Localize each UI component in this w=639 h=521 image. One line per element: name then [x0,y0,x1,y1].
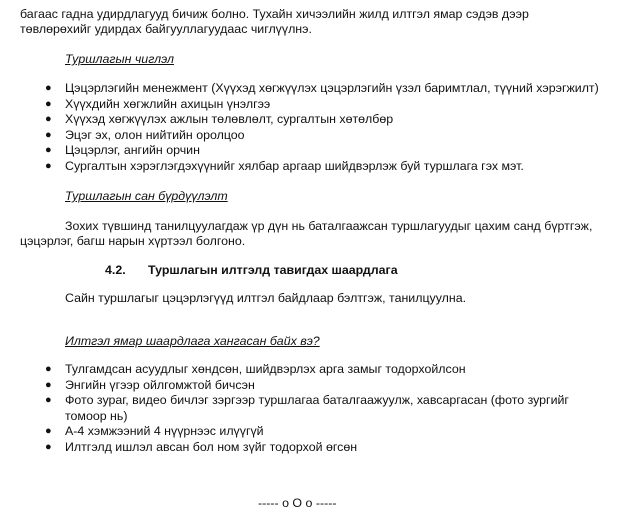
list-item [45,424,569,440]
list-item-text: Цэцэрлэгийн менежмент (Хүүхэд хөгжүүлэх цэцэрлэгийн үзэл баримтлал, түүний хэрэгжилт) [65,81,599,95]
intro-line-2: төвлөрөхийг удирдах байгууллагуудаас чиглүүлнэ. [20,22,312,36]
registry-heading: Туршлагын сан бүрдүүлэлт [65,189,228,203]
bullet-icon: ● [45,394,52,407]
bullet-icon: ● [45,82,52,94]
bullet-icon: ● [45,425,52,438]
goals-heading: Туршлагын чиглэл [65,52,174,66]
goals-list [45,81,599,175]
section-title: Туршлагын илтгэлд тавигдах шаардлага [148,263,398,277]
bullet-icon: ● [45,113,52,126]
list-item [45,440,569,456]
bullet-icon: ● [45,363,52,375]
registry-para-line-2: цэцэрлэг, багш нарын хүртээл болгоно. [20,234,246,248]
list-item [45,393,569,409]
list-item [45,378,569,394]
section-para: Сайн туршлагыг цэцэрлэгүүд илтгэл байдлаар бэлтгэж, танилцуулна. [65,291,467,305]
list-item-text: Сургалтын хэрэглэгдэхүүнийг хялбар аргаар шийдвэрлэж буй туршлага гэх мэт. [65,158,524,173]
registry-para-line-1: Зохих түвшинд танилцуулагдаж үр дүн нь баталгаажсан туршлагуудыг цахим санд бүртгэж, [65,219,593,233]
bullet-icon: ● [45,378,52,391]
intro-line-1: багаас гадна удирдлагууд бичиж болно. Тухайн хичээлийн жилд илтгэл ямар сэдэв дээр [20,7,529,21]
requirements-heading: Илтгэл ямар шаардлага хангасан байх вэ? [65,334,320,348]
list-item-text: А-4 хэмжээний 4 нүүрнээс илүүгүй [65,424,264,439]
bullet-icon: ● [45,128,52,141]
list-item-text: Хүүхдийн хөгжлийн ахицын үнэлгээ [65,96,271,111]
footer-ornament: ----- o O o ----- [258,496,337,510]
list-item-text: Хүүхэд хөгжүүлэх ажлын төлөвлөлт, сургалтын хөтөлбөр [65,112,394,127]
list-item-text: Энгийн үгээр ойлгомжтой бичсэн [65,377,255,392]
list-item-text: Цэцэрлэг, ангийн орчин [65,143,200,158]
list-item [45,97,599,113]
list-item-text: Эцэг эх, олон нийтийн оролцоо [65,127,245,142]
list-item [45,112,599,128]
list-item-text: Тулгамдсан асуудлыг хөндсөн, шийдвэрлэх арга замыг тодорхойлсон [65,362,466,376]
list-item-text: томоор нь) [65,408,128,423]
list-item-continuation [45,409,569,425]
bullet-icon: ● [45,144,52,157]
section-number: 4.2. [105,263,126,277]
list-item-text: Илтгэлд ишлэл авсан бол ном зүйг тодорхой өгсөн [65,439,358,454]
bullet-icon: ● [45,440,52,453]
bullet-icon: ● [45,159,52,172]
bullet-icon: ● [45,97,52,110]
list-item [45,128,599,144]
list-item [45,143,599,159]
list-item [45,81,599,97]
list-item [45,362,569,378]
requirements-list [45,362,569,456]
list-item-text: Фото зураг, видео бичлэг зэргээр туршлагаа баталгаажуулж, хавсаргасан (фото зургийг [65,393,569,408]
list-item [45,159,599,175]
